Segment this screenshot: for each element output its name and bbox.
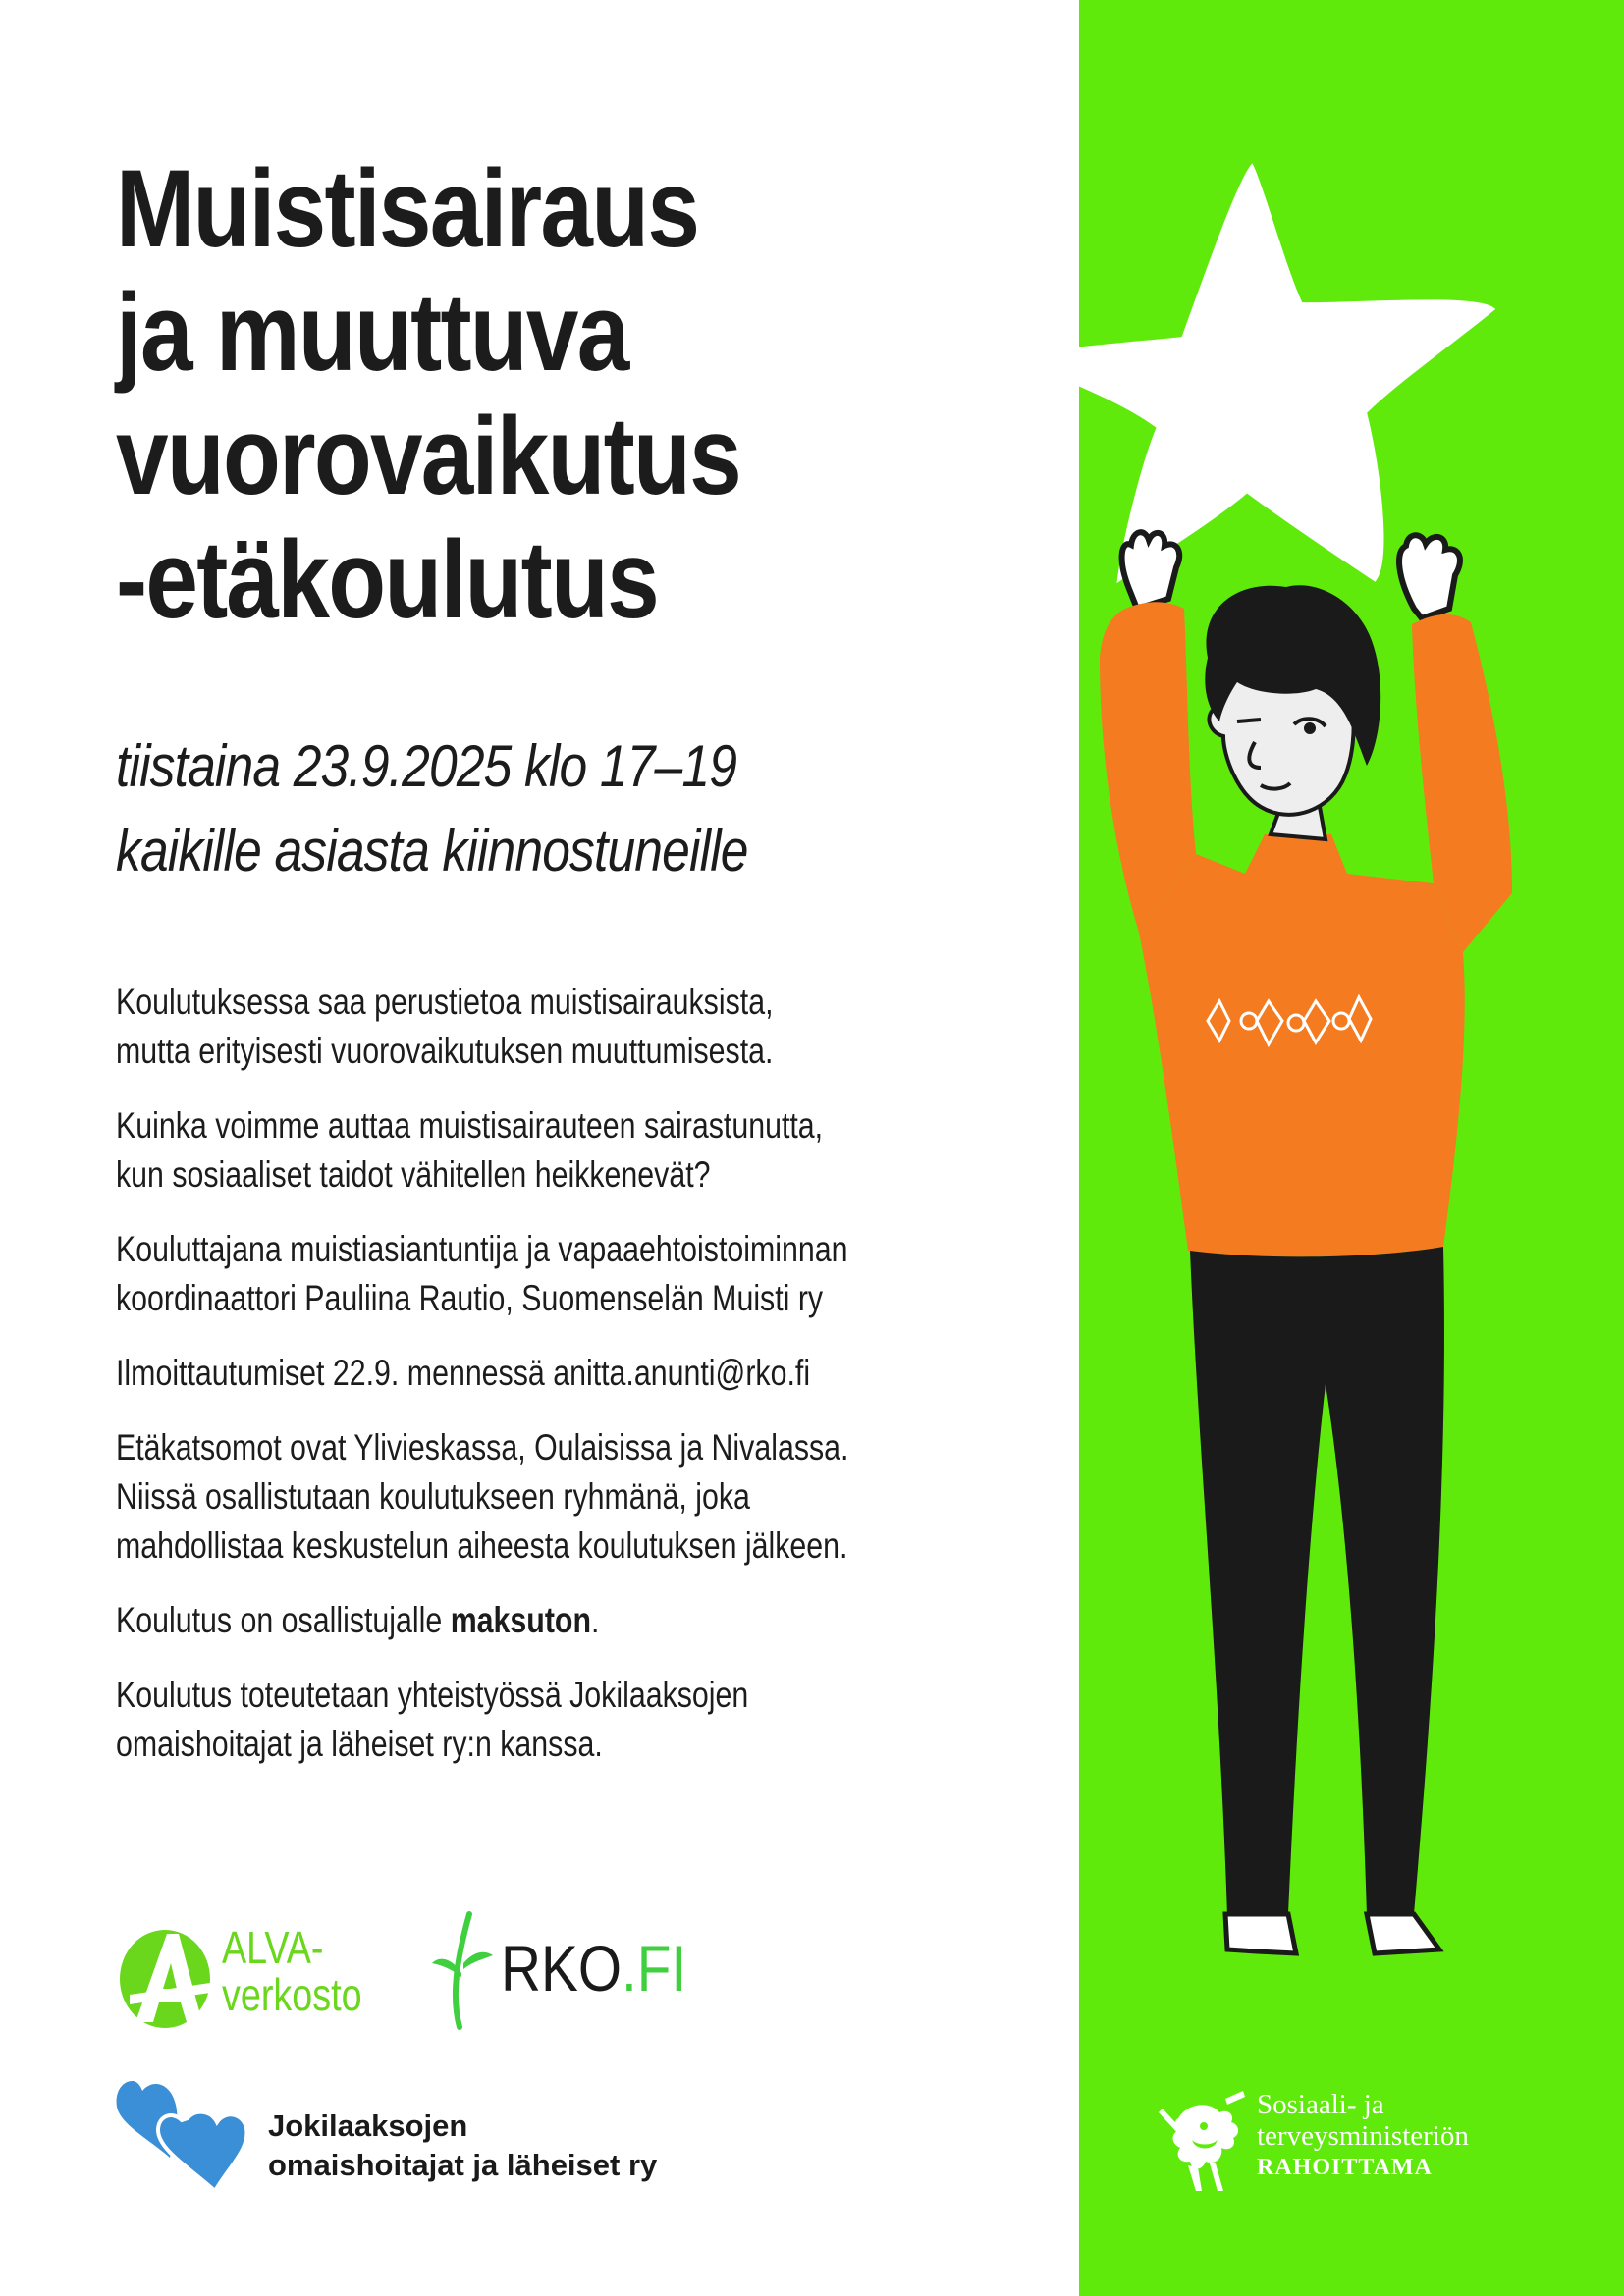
stm-line: RAHOITTAMA (1257, 2155, 1433, 2180)
text-line: kun sosiaaliset taidot vähitellen heikkenevät? (116, 1154, 711, 1195)
star-icon (1021, 167, 1492, 579)
text-line: Niissä osallistutaan koulutukseen ryhmänä, joka (116, 1476, 750, 1517)
stm-line: Sosiaali- ja (1257, 2089, 1384, 2120)
event-subtitle (116, 724, 927, 893)
alva-emblem-icon (116, 1924, 224, 2032)
paragraph-question (116, 1101, 1042, 1200)
paragraph-registration (116, 1349, 1042, 1398)
text-fragment: . (591, 1600, 600, 1640)
rko-wordmark (501, 1934, 686, 2002)
jokilaakso-line: Jokilaaksojen (268, 2109, 468, 2143)
jokilaakso-line: omaishoitajat ja läheiset ry (268, 2148, 658, 2182)
poster-title (116, 147, 909, 642)
stm-text (1257, 2089, 1469, 2183)
registration-line: Ilmoittautumiset 22.9. mennessä anitta.anunti@rko.fi (116, 1353, 811, 1393)
rko-logo (422, 1904, 697, 2032)
title-line: vuorovaikutus (116, 395, 740, 517)
stm-line: terveysministeriön (1257, 2120, 1469, 2152)
text-line: Koulutus toteutetaan yhteistyössä Jokilaaksojen (116, 1675, 749, 1715)
person-holding-star-illustration (1001, 147, 1624, 1993)
trousers (1190, 1247, 1444, 1916)
rko-leaf-icon (422, 1904, 501, 2032)
stm-funding-badge (1159, 2089, 1571, 2207)
text-line: Kouluttajana muistiasiantuntija ja vapaaehtoistoiminnan (116, 1229, 848, 1269)
finnish-lion-coat-of-arms-icon (1159, 2089, 1247, 2197)
text-line: mahdollistaa keskustelun aiheesta koulutuksen jälkeen. (116, 1525, 848, 1566)
title-line: ja muuttuva (116, 271, 628, 394)
text-line (116, 1596, 1042, 1645)
paragraph-locations (116, 1423, 1042, 1571)
paragraph-free (116, 1596, 1042, 1645)
left-shoe (1225, 1914, 1296, 1953)
text-line: mutta erityisesti vuorovaikutuksen muuttumisesta. (116, 1031, 774, 1071)
alva-wordmark (222, 1924, 362, 2018)
title-line: -etäkoulutus (116, 518, 658, 641)
text-line: koordinaattori Pauliina Rautio, Suomenselän Muisti ry (116, 1278, 824, 1318)
alva-line: ALVA- (222, 1922, 324, 1973)
jokilaaksojen-omaishoitajat-logo (113, 2071, 800, 2199)
sweater-torso (1139, 834, 1465, 1256)
text-fragment: Koulutus on osallistujalle (116, 1600, 451, 1640)
paragraph-trainer (116, 1225, 1042, 1323)
body-text (116, 978, 1042, 1794)
hearts-icon (113, 2071, 260, 2199)
rko-domain-suffix: .FI (622, 1932, 687, 2004)
paragraph-cooperation (116, 1671, 1042, 1769)
rko-main-text: RKO (501, 1932, 623, 2004)
paragraph-intro (116, 978, 1042, 1076)
alva-line: verkosto (222, 1969, 362, 2020)
free-of-charge-emphasis: maksuton (450, 1600, 592, 1640)
right-hand-icon (1399, 535, 1460, 618)
event-audience: kaikille asiasta kiinnostuneille (116, 818, 748, 883)
left-hand-icon (1122, 532, 1180, 609)
alva-verkosto-logo (116, 1924, 371, 2032)
text-line: omaishoitajat ja läheiset ry:n kanssa. (116, 1724, 603, 1764)
title-line: Muistisairaus (116, 147, 699, 270)
event-date: tiistaina 23.9.2025 klo 17–19 (116, 733, 737, 799)
jokilaaksojen-wordmark (268, 2107, 657, 2185)
text-line: Koulutuksessa saa perustietoa muistisairauksista, (116, 982, 774, 1022)
text-line: Etäkatsomot ovat Ylivieskassa, Oulaisissa ja Nivalassa. (116, 1427, 849, 1468)
right-shoe (1367, 1914, 1439, 1953)
text-line: Kuinka voimme auttaa muistisairauteen sairastunutta, (116, 1105, 824, 1146)
